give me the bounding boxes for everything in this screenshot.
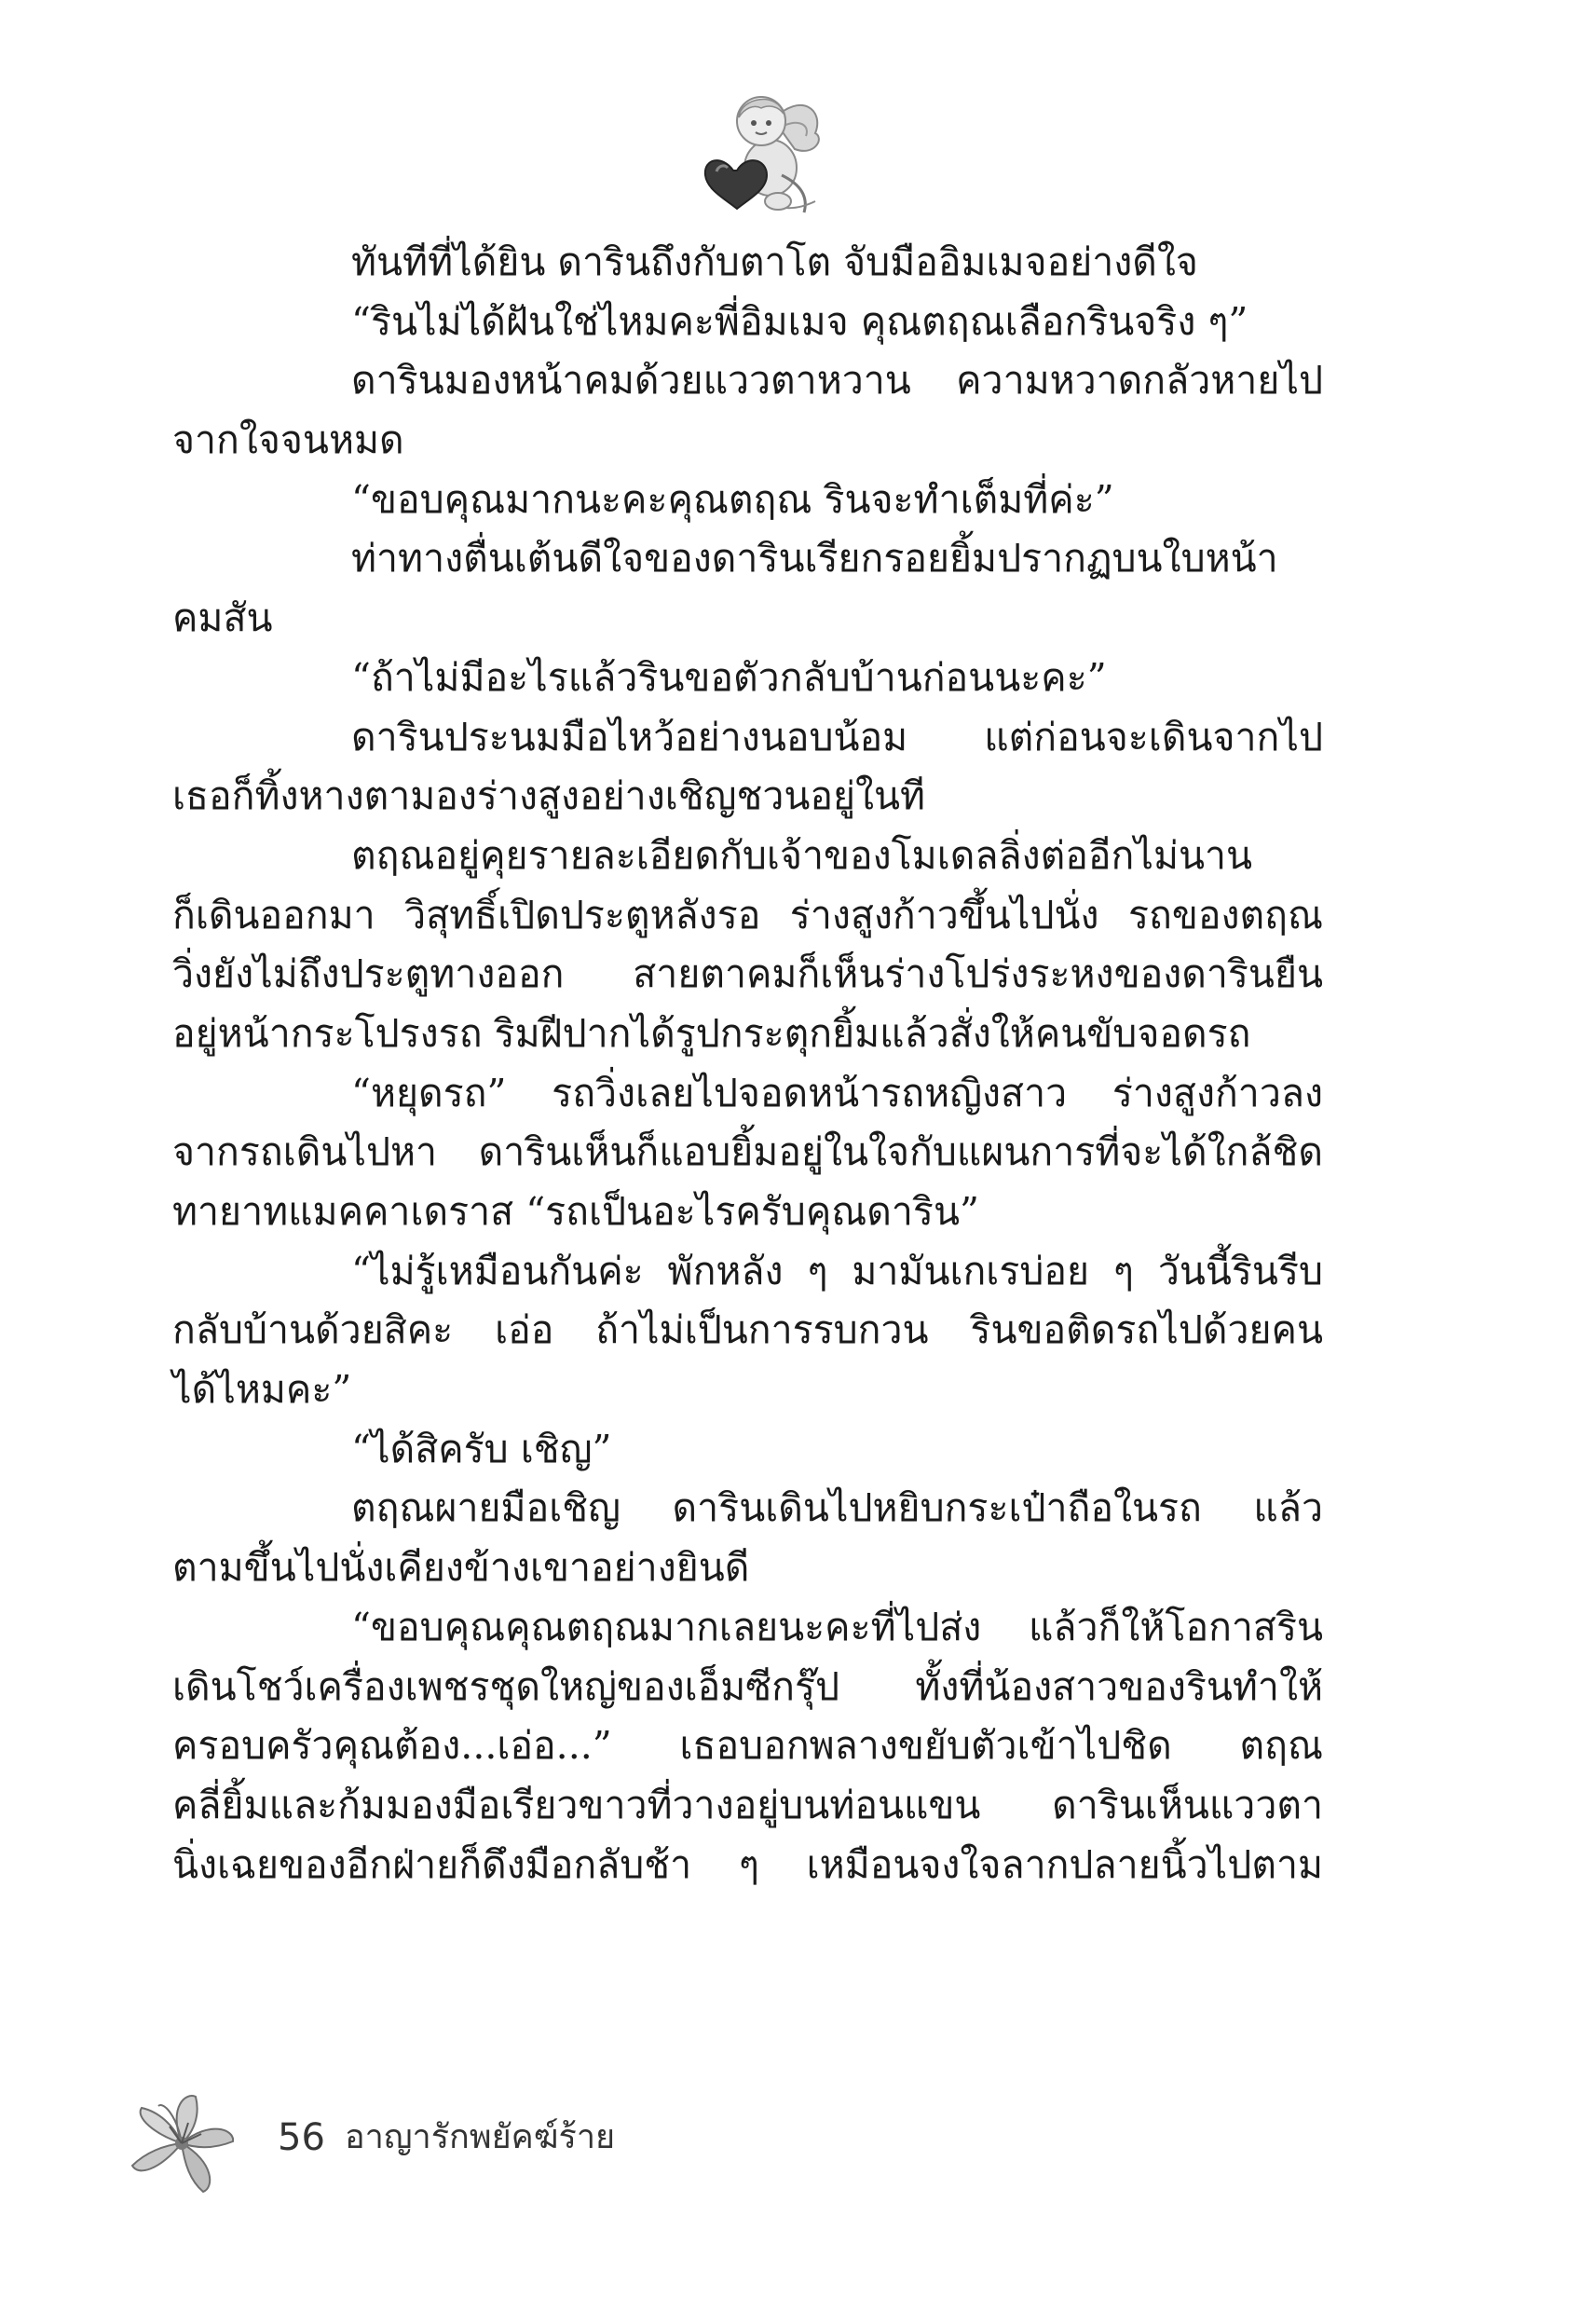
book-title: อาญารักพยัคฆ์ร้าย <box>345 2118 616 2156</box>
text-line: “รินไม่ได้ฝันใช่ไหมคะพี่อิมเมจ คุณตฤณเลือกรินจริง ๆ” <box>351 298 1248 344</box>
text-line: ตฤณผายมือเชิญ ดารินเดินไปหยิบกระเป๋าถือในรถ แล้ว <box>351 1485 1323 1531</box>
text-line: “หยุดรถ” รถวิ่งเลยไปจอดหน้ารถหญิงสาว ร่างสูงก้าวลง <box>351 1070 1323 1115</box>
page-footer <box>121 2087 773 2199</box>
text-line: เธอก็ทิ้งหางตามองร่างสูงอย่างเชิญชวนอยู่ในที <box>172 773 926 819</box>
text-line: คลี่ยิ้มและก้มมองมือเรียวขาวที่วางอยู่บนท่อนแขน ดารินเห็นแววตา <box>172 1782 1323 1827</box>
text-line: “ได้สิครับ เชิญ” <box>351 1426 612 1471</box>
lily-flower-icon <box>121 2087 242 2199</box>
text-line: คมสัน <box>172 595 273 641</box>
text-line: ก็เดินออกมา วิสุทธิ์เปิดประตูหลังรอ ร่างสูงก้าวขึ้นไปนั่ง รถของตฤณ <box>172 892 1323 937</box>
cupid-with-heart-icon <box>685 82 834 222</box>
text-line: อยู่หน้ากระโปรงรถ ริมฝีปากได้รูปกระตุกยิ้มแล้วสั่งให้คนขับจอดรถ <box>172 1010 1251 1056</box>
text-line: ได้ไหมคะ” <box>172 1367 352 1413</box>
page-number: 56 <box>278 2116 325 2159</box>
text-line: ตฤณอยู่คุยรายละเอียดกับเจ้าของโมเดลลิ่งต่ออีกไม่นาน <box>351 832 1253 878</box>
text-line: เดินโชว์เครื่องเพชรชุดใหญ่ของเอ็มซีกรุ๊ป ทั้งที่น้องสาวของรินทำให้ <box>172 1663 1323 1709</box>
text-line: ทันทีที่ได้ยิน ดารินถึงกับตาโต จับมืออิมเมจอย่างดีใจ <box>351 239 1198 284</box>
text-line: “ถ้าไม่มีอะไรแล้วรินขอตัวกลับบ้านก่อนนะคะ” <box>351 654 1107 700</box>
text-line: จากรถเดินไปหา ดารินเห็นก็แอบยิ้มอยู่ในใจกับแผนการที่จะได้ใกล้ชิด <box>172 1129 1323 1175</box>
text-line: กลับบ้านด้วยสิคะ เอ่อ ถ้าไม่เป็นการรบกวน รินขอติดรถไปด้วยคน <box>172 1307 1323 1353</box>
text-line: “ขอบคุณมากนะคะคุณตฤณ รินจะทำเต็มที่ค่ะ” <box>351 476 1114 522</box>
body-text <box>172 233 1323 1894</box>
text-line: ดารินประนมมือไหว้อย่างนอบน้อม แต่ก่อนจะเดินจากไป <box>351 714 1323 759</box>
text-line: “ไม่รู้เหมือนกันค่ะ พักหลัง ๆ มามันเกเรบ่อย ๆ วันนี้รินรีบ <box>351 1248 1323 1293</box>
text-line: ครอบครัวคุณต้อง...เอ่อ...” เธอบอกพลางขยับตัวเข้าไปชิด ตฤณ <box>172 1723 1323 1769</box>
text-line: ทายาทแมคคาเดราส “รถเป็นอะไรครับคุณดาริน” <box>172 1189 979 1234</box>
text-line: นิ่งเฉยของอีกฝ่ายก็ดึงมือกลับช้า ๆ เหมือนจงใจลากปลายนิ้วไปตาม <box>172 1841 1323 1887</box>
text-line: ดารินมองหน้าคมด้วยแววตาหวาน ความหวาดกลัวหายไป <box>351 358 1323 403</box>
text-line: “ขอบคุณคุณตฤณมากเลยนะคะที่ไปส่ง แล้วก็ให้โอกาสริน <box>351 1604 1323 1649</box>
text-line: จากใจจนหมด <box>172 417 404 463</box>
text-line: ตามขึ้นไปนั่งเคียงข้างเขาอย่างยินดี <box>172 1545 750 1591</box>
text-line: ท่าทางตื่นเต้นดีใจของดารินเรียกรอยยิ้มปรากฏบนใบหน้า <box>351 536 1278 581</box>
text-line: วิ่งยังไม่ถึงประตูทางออก สายตาคมก็เห็นร่างโปร่งระหงของดารินยืน <box>172 951 1323 997</box>
